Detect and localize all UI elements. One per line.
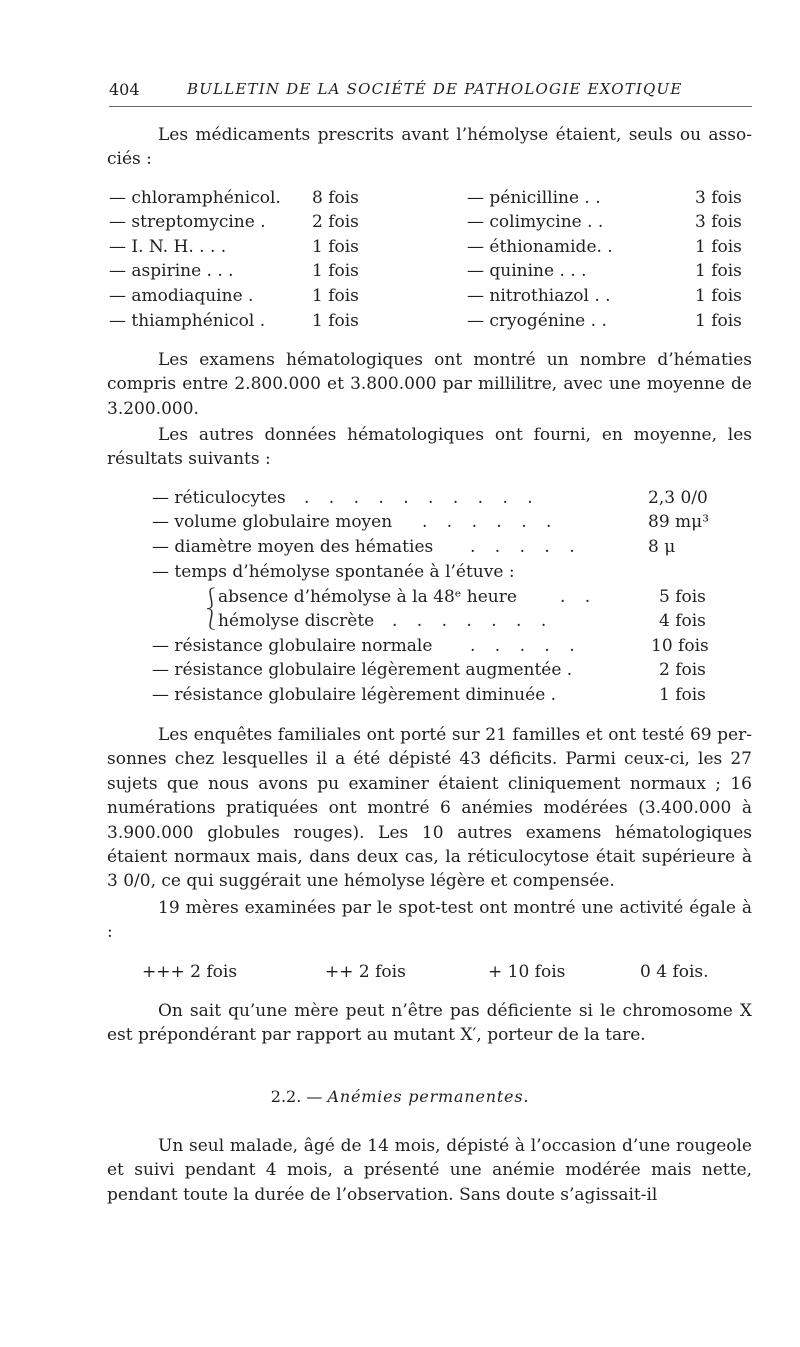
exams-paragraph: Les examens hématologiques ont montré un nombre d’hématies compris entre 2.800.000 et 3.800.000 par millilitre, avec une moyenne de 3.200.000. [107, 350, 752, 419]
drug-name: — pénicilline . . [467, 188, 601, 208]
drug-count: 1 fois [312, 286, 359, 306]
result-value: 4 fois [659, 611, 706, 631]
result-value: 8 μ [648, 537, 676, 557]
drug-name: — cryogénine . . [467, 311, 607, 331]
drug-name: — amodiaquine . [109, 286, 254, 306]
last-paragraph: Un seul malade, âgé de 14 mois, dépisté à l’occasion d’une rougeole et suivi pendant 4 mois, a présenté une anémie modérée mais nette, pendant toute la durée de l’observation. Sans doute s’agissait-il [107, 1136, 752, 1205]
spot-test-item: 0 4 fois. [640, 962, 709, 982]
drug-name: — colimycine . . [467, 212, 604, 232]
section-title: Anémies permanentes. [327, 1087, 530, 1106]
family-paragraph: Les enquêtes familiales ont porté sur 21 familles et ont testé 69 personnes chez lesquelles il a été dépisté 43 déficits. Parmi ceux-ci, les 27 sujets que nous avons pu examiner étaient cliniquement normaux ; 16 numérations pratiquées ont montré 6 anémies modérées (3.400.000 à 3.900.000 globules rouges). Les 10 autres examens hématologiques étaient normaux mais, dans deux cas, la réticulocytose était supérieure à 3 0/0, ce qui suggérait une hémolyse légère et compensée. [107, 725, 752, 892]
drug-count: 8 fois [312, 188, 359, 208]
page-number: 404 [109, 80, 140, 99]
leader-dots: . . . . . . . [392, 611, 554, 631]
drug-count: 1 fois [312, 311, 359, 331]
page-header [109, 80, 752, 102]
drug-name: — streptomycine . [109, 212, 266, 232]
drug-name: — éthionamide. . [467, 237, 613, 257]
drug-name: — quinine . . . [467, 261, 587, 281]
header-rule [109, 106, 752, 107]
drug-name: — thiamphénicol . [109, 311, 266, 331]
chromosome-paragraph: On sait qu’une mère peut n’être pas déficiente si le chromosome X est prépondérant par rapport au mutant X′, porteur de la tare. [107, 1001, 752, 1046]
drug-count: 1 fois [695, 237, 742, 257]
leader-dots: . . . . . . . . . . [304, 488, 540, 508]
spot-test-item: + 10 fois [488, 962, 566, 982]
drug-name: — aspirine . . . [109, 261, 234, 281]
leader-dots: . . . . . . [422, 512, 559, 532]
result-label: — volume globulaire moyen [152, 512, 393, 532]
leader-dots: . . . . . [470, 636, 582, 656]
result-value: 5 fois [659, 587, 706, 607]
section-heading [0, 1087, 800, 1106]
result-label: — résistance globulaire normale [152, 636, 433, 656]
spot-test-item: +++ 2 fois [142, 962, 238, 982]
drug-count: 3 fois [695, 188, 742, 208]
result-label: — résistance globulaire légèrement diminuée . [152, 685, 557, 705]
result-value: 10 fois [651, 636, 709, 656]
drug-count: 1 fois [312, 261, 359, 281]
leader-dots: . . . . . [470, 537, 582, 557]
drug-count: 1 fois [695, 311, 742, 331]
result-sub-label: hémolyse discrète [218, 611, 375, 631]
result-value: 1 fois [659, 685, 706, 705]
drug-count: 1 fois [312, 237, 359, 257]
result-value: 2,3 0/0 [648, 488, 708, 508]
result-sub-label: absence d’hémolyse à la 48ᵉ heure [218, 587, 517, 607]
section-number: 2.2. — [270, 1087, 323, 1106]
other-data-paragraph: Les autres données hématologiques ont fourni, en moyenne, les résultats suivants : [107, 425, 752, 470]
drug-count: 1 fois [695, 286, 742, 306]
mothers-paragraph: 19 mères examinées par le spot-test ont montré une activité égale à : [107, 898, 752, 943]
result-value: 89 mμ³ [648, 512, 710, 532]
drug-count: 1 fois [695, 261, 742, 281]
drug-name: — I. N. H. . . . [109, 237, 227, 257]
running-title: BULLETIN DE LA SOCIÉTÉ DE PATHOLOGIE EXOTIQUE [187, 80, 683, 98]
intro-paragraph: Les médicaments prescrits avant l’hémolyse étaient, seuls ou associés : [107, 125, 752, 170]
drug-count: 3 fois [695, 212, 742, 232]
drug-name: — chloramphénicol. [109, 188, 281, 208]
brace-bottom: ⎱ [201, 607, 221, 631]
result-label: — réticulocytes [152, 488, 286, 508]
leader-dots: . . [560, 587, 598, 607]
result-label: — résistance globulaire légèrement augmentée . [152, 660, 573, 680]
drug-name: — nitrothiazol . . [467, 286, 611, 306]
drug-count: 2 fois [312, 212, 359, 232]
spot-test-item: ++ 2 fois [325, 962, 406, 982]
result-label: — temps d’hémolyse spontanée à l’étuve : [152, 562, 515, 582]
result-value: 2 fois [659, 660, 706, 680]
brace-top: ⎰ [201, 586, 221, 610]
result-label: — diamètre moyen des hématies [152, 537, 434, 557]
